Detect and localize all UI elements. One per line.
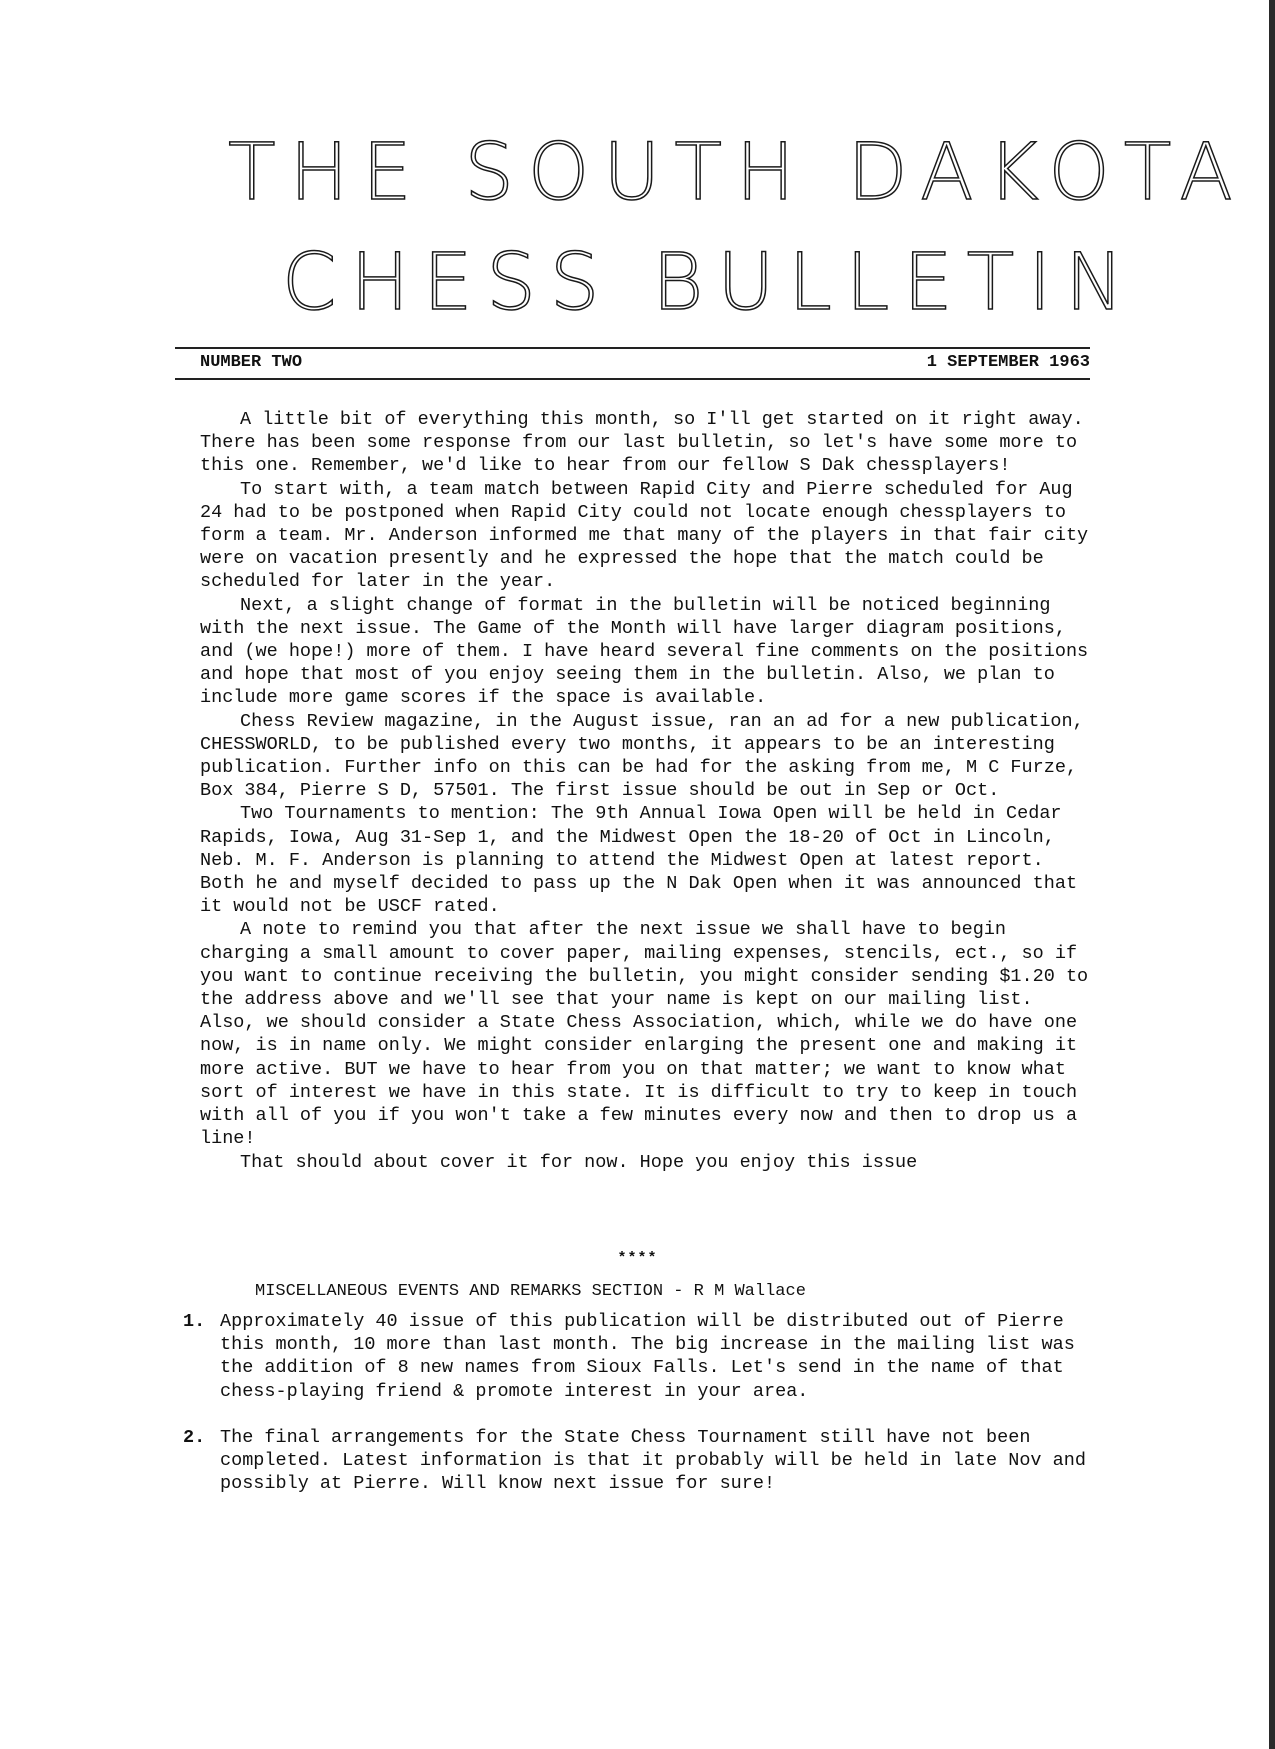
header-rule-bottom	[175, 378, 1090, 380]
paragraph-team-match: To start with, a team match between Rapid City and Pierre scheduled for Aug 24 had to be postponed when Rapid City could not locate enough chessplayers to form a team. Mr. Anderson informed me that many of the players in that fair city were on vacation presently and he expressed the hope that the match could be scheduled for later in the year.	[200, 478, 1089, 593]
paragraph-subscription: A note to remind you that after the next issue we shall have to begin charging a small amount to cover paper, mailing expenses, stencils, ect., so if you want to continue receiving the bulletin, you might consider sending $1.20 to the address above and we'll see that your name is kept on our mailing list. Also, we should consider a State Chess Association, which, while we do have one now, is in name only. We might consider enlarging the present one and making it more active. BUT we have to hear from you on that matter; we want to know what sort of interest we have in this state. It is difficult to try to keep in touch with all of you if you won't take a few minutes every now and then to drop us a line!	[200, 919, 1089, 1150]
issue-date: 1 SEPTEMBER 1963	[926, 353, 1090, 372]
section-title: MISCELLANEOUS EVENTS AND REMARKS SECTION - R M Wallace	[255, 1282, 806, 1301]
remarks-list	[183, 1310, 1088, 1518]
header-rule-top	[175, 347, 1090, 349]
masthead-title-line-1: THE SOUTH DAKOTA	[228, 128, 1247, 218]
list-item	[183, 1426, 1088, 1496]
list-item-number: 2.	[183, 1426, 206, 1448]
list-item-text: Approximately 40 issue of this publication will be distributed out of Pierre this month, 10 more than last month. The big increase in the mailing list was the addition of 8 new names from Sioux Falls. Let's send in the name of that chess-playing friend & promote interest in your area.	[220, 1311, 1075, 1402]
editorial-body	[200, 408, 1095, 1174]
paragraph-closing: That should about cover it for now. Hope you enjoy this issue	[240, 1151, 918, 1173]
issue-number: NUMBER TWO	[200, 353, 303, 372]
section-separator: ****	[617, 1250, 658, 1267]
masthead-title-line-2: CHESS BULLETIN	[282, 238, 1138, 328]
issue-info-row	[200, 351, 1090, 375]
paragraph-format-change: Next, a slight change of format in the bulletin will be noticed beginning with the next issue. The Game of the Month will have larger diagram positions, and (we hope!) more of them. I have heard several fine comments on the positions and hope that most of you enjoy seeing them in the bulletin. Also, we plan to include more game scores if the space is available.	[200, 594, 1089, 709]
list-item	[183, 1310, 1088, 1403]
paragraph-chessworld: Chess Review magazine, in the August issue, ran an ad for a new publication, CHESSWORLD, to be published every two months, it appears to be an interesting publication. Further info on this can be had for the asking from me, M C Furze, Box 384, Pierre S D, 57501. The first issue should be out in Sep or Oct.	[200, 710, 1084, 802]
list-item-number: 1.	[183, 1311, 206, 1332]
page-edge-shadow	[1269, 0, 1275, 1749]
masthead	[200, 118, 1247, 338]
list-item-text: The final arrangements for the State Chess Tournament still have not been completed. Latest information is that it probably will be held in late Nov and possibly at Pierre. Will know next issue for sure!	[220, 1426, 1086, 1495]
paragraph-intro: A little bit of everything this month, so I'll get started on it right away. There has been some response from our last bulletin, so let's have some more to this one. Remember, we'd like to hear from our fellow S Dak chessplayers!	[200, 409, 1084, 477]
paragraph-tournaments: Two Tournaments to mention: The 9th Annual Iowa Open will be held in Cedar Rapids, Iowa, Aug 31-Sep 1, and the Midwest Open the 18-20 of Oct in Lincoln, Neb. M. F. Anderson is planning to attend the Midwest Open at latest report. Both he and myself decided to pass up the N Dak Open when it was announced that it would not be USCF rated.	[200, 803, 1078, 918]
